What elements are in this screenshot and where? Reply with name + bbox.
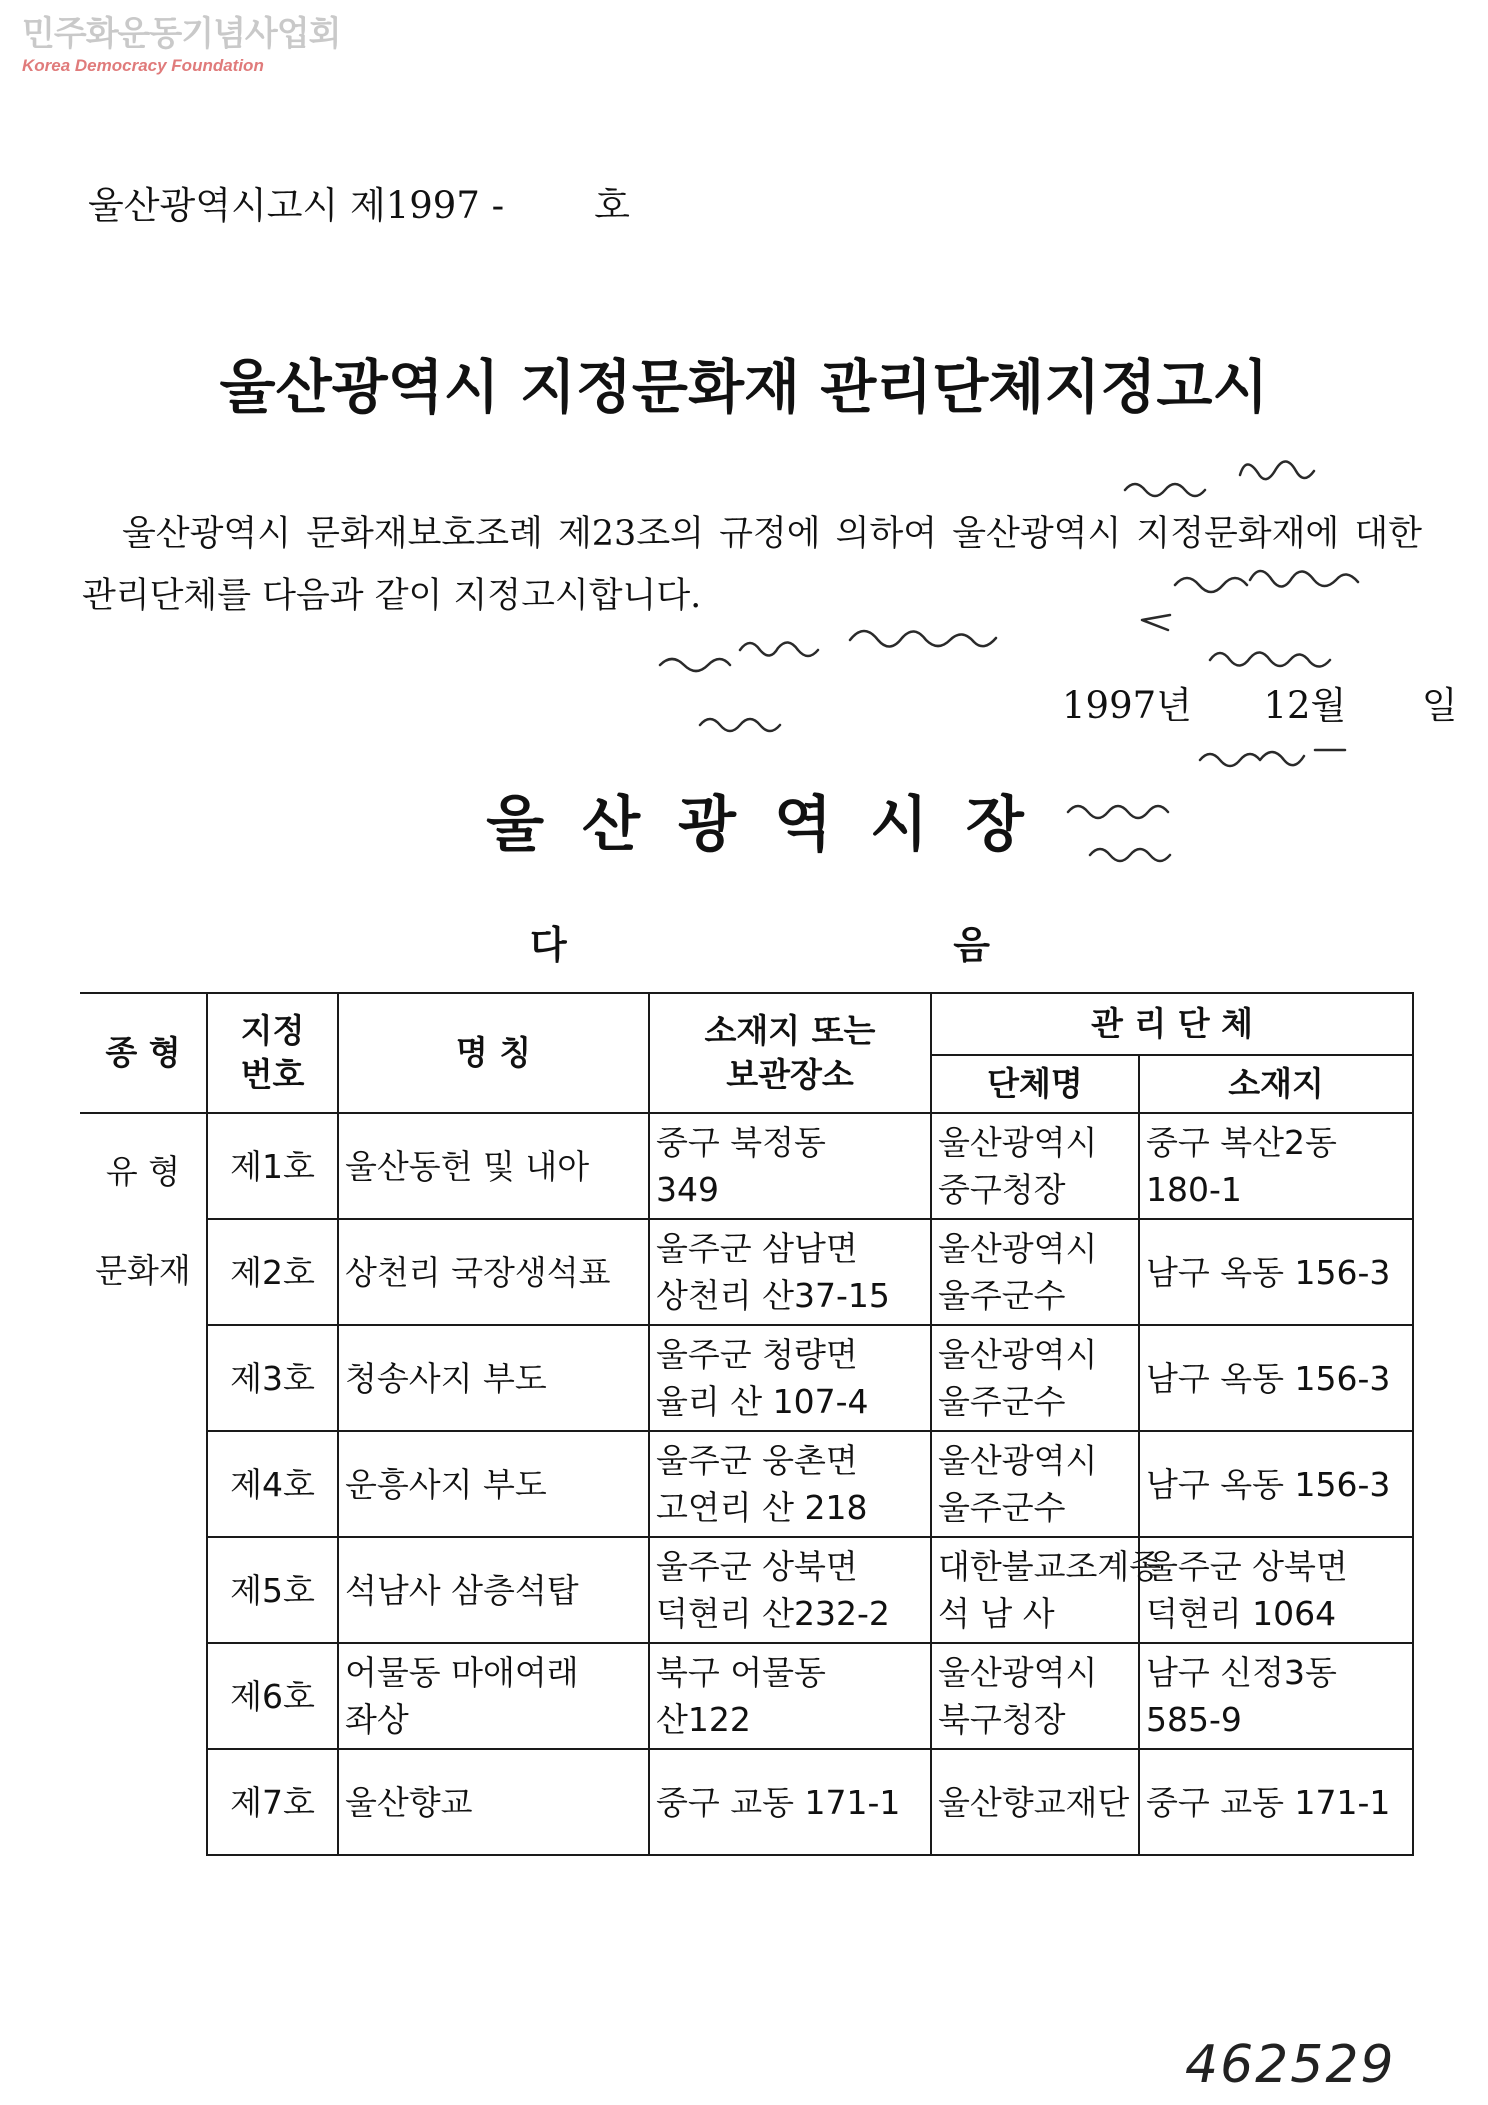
table-row [80, 1325, 1413, 1431]
date-year: 1997년 [1062, 684, 1192, 727]
notice-number-prefix: 울산광역시고시 제1997 - [88, 184, 505, 227]
management-location-cell: 남구 신정3동 585-9 [1139, 1643, 1413, 1749]
table-row [80, 1431, 1413, 1537]
heritage-name-cell: 어물동 마애여래 좌상 [338, 1643, 649, 1749]
location-cell: 울주군 웅촌면 고연리 산 218 [649, 1431, 931, 1537]
table-row [80, 1537, 1413, 1643]
header-management-name: 단체명 [931, 1055, 1139, 1113]
handwriting-scribble-5 [1210, 652, 1330, 666]
management-location-cell: 남구 옥동 156-3 [1139, 1325, 1413, 1431]
date-month: 12월 [1263, 684, 1347, 727]
management-location-cell: 울주군 상북면 덕현리 1064 [1139, 1537, 1413, 1643]
category-cell: 유 형 문화재 [80, 1113, 207, 1855]
heritage-name-cell: 석남사 삼층석탑 [338, 1537, 649, 1643]
management-name-cell: 울산광역시 울주군수 [931, 1431, 1139, 1537]
following-heading [530, 922, 990, 968]
document-title: 울산광역시 지정문화재 관리단체지정고시 [219, 353, 1269, 421]
management-name-cell: 울산광역시 북구청장 [931, 1643, 1139, 1749]
handwritten-annotation-number: 462529 [1185, 2035, 1396, 2095]
designation-number-cell: 제4호 [207, 1431, 338, 1537]
handwriting-scribble-3 [660, 631, 996, 671]
heritage-name-cell: 청송사지 부도 [338, 1325, 649, 1431]
watermark-logo [22, 14, 340, 76]
notice-number-suffix: 호 [594, 184, 630, 227]
management-name-cell: 울산광역시 울주군수 [931, 1325, 1139, 1431]
table-row [80, 1643, 1413, 1749]
management-name-cell: 울산광역시 울주군수 [931, 1219, 1139, 1325]
designation-number-cell: 제3호 [207, 1325, 338, 1431]
location-cell: 북구 어물동 산122 [649, 1643, 931, 1749]
heritage-table [80, 992, 1414, 1856]
handwriting-scribble-1 [1125, 461, 1314, 496]
header-management-location: 소재지 [1139, 1055, 1413, 1113]
location-cell: 울주군 상북면 덕현리 산232-2 [649, 1537, 931, 1643]
body-paragraph: 울산광역시 문화재보호조례 제23조의 규정에 의하여 울산광역시 지정문화재에 대한 관리단체를 다음과 같이 지정고시합니다. [82, 514, 1422, 616]
watermark-english: Korea Democracy Foundation [22, 56, 264, 75]
location-cell: 중구 교동 171-1 [649, 1749, 931, 1855]
management-location-cell: 중구 복산2동 180-1 [1139, 1113, 1413, 1219]
management-location-cell: 중구 교동 171-1 [1139, 1749, 1413, 1855]
table-row [80, 1113, 1413, 1219]
location-cell: 중구 북정동 349 [649, 1113, 931, 1219]
management-name-cell: 울산향교재단 [931, 1749, 1139, 1855]
management-name-cell: 대한불교조계종 석 남 사 [931, 1537, 1139, 1643]
header-number: 지정 번호 [207, 993, 338, 1113]
management-location-cell: 남구 옥동 156-3 [1139, 1431, 1413, 1537]
header-name: 명 칭 [338, 993, 649, 1113]
issuer-name: 울산광역시장 [486, 790, 1062, 860]
heritage-name-cell: 상천리 국장생석표 [338, 1219, 649, 1325]
designation-number-cell: 제2호 [207, 1219, 338, 1325]
following-char-2: 음 [953, 922, 990, 967]
designation-number-cell: 제7호 [207, 1749, 338, 1855]
management-name-cell: 울산광역시 중구청장 [931, 1113, 1139, 1219]
handwriting-scribble-6 [1200, 750, 1345, 766]
heritage-name-cell: 운흥사지 부도 [338, 1431, 649, 1537]
location-cell: 울주군 청량면 율리 산 107-4 [649, 1325, 931, 1431]
table-row [80, 1219, 1413, 1325]
designation-number-cell: 제5호 [207, 1537, 338, 1643]
notice-number [88, 183, 630, 229]
header-category: 종 형 [80, 993, 207, 1113]
table-row [80, 1749, 1413, 1855]
designation-number-cell: 제6호 [207, 1643, 338, 1749]
following-char-1: 다 [530, 922, 567, 967]
heritage-name-cell: 울산향교 [338, 1749, 649, 1855]
watermark-korean: 민주화운동기념사업회 [22, 14, 341, 54]
header-management-group: 관 리 단 체 [931, 993, 1413, 1055]
header-location: 소재지 또는 보관장소 [649, 993, 931, 1113]
document-date [1062, 683, 1458, 729]
location-cell: 울주군 삼남면 상천리 산37-15 [649, 1219, 931, 1325]
designation-number-cell: 제1호 [207, 1113, 338, 1219]
handwriting-scribble-4 [700, 719, 780, 731]
heritage-name-cell: 울산동헌 및 내아 [338, 1113, 649, 1219]
date-day: 일 [1421, 684, 1458, 727]
management-location-cell: 남구 옥동 156-3 [1139, 1219, 1413, 1325]
